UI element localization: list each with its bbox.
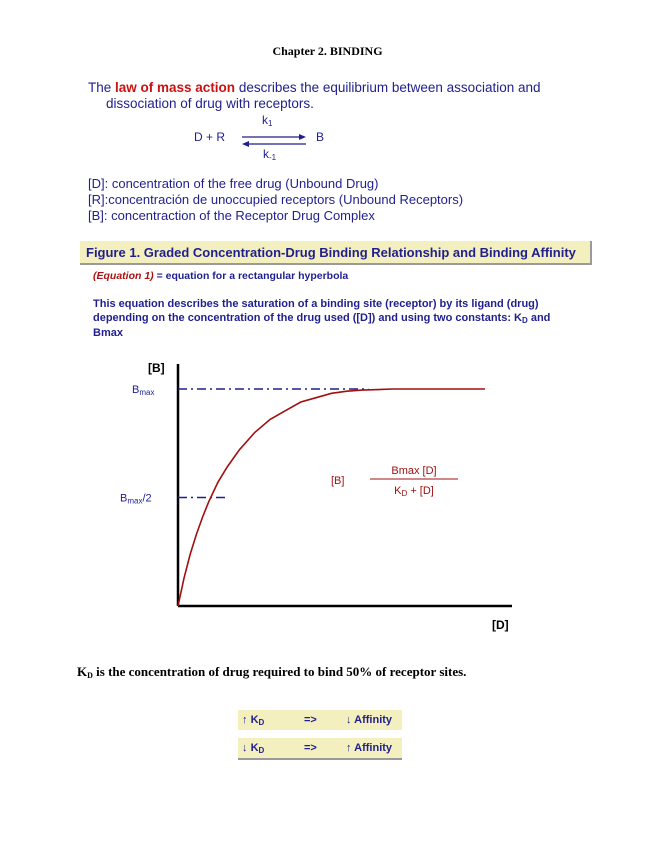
affinity-row-decrease xyxy=(238,734,402,759)
binding-formula xyxy=(331,465,458,498)
k-reverse-label: $k_{-1}$ xyxy=(263,147,277,162)
definition-d: [D]: concentration of the free drug (Unbound Drug) xyxy=(88,176,379,191)
definition-b: [B]: concentraction of the Receptor Drug Complex xyxy=(88,208,375,223)
implies-cell: => xyxy=(300,710,342,734)
formula-numerator: Bmax [D] xyxy=(391,465,437,477)
law-of-mass-action-highlight: law of mass action xyxy=(115,80,236,95)
equation-right: B xyxy=(316,130,325,144)
kd-statement: $K_D$ is the concentration of drug required to bind 50% of receptor sites. xyxy=(77,664,467,680)
intro-rest: describes the equilibrium between association and xyxy=(235,80,541,95)
intro-line-2: dissociation of drug with receptors. xyxy=(106,96,314,111)
affinity-table xyxy=(238,710,402,760)
equation-note-text: = equation for a rectangular hyperbola xyxy=(153,270,349,282)
figure-title: Figure 1. Graded Concentration-Drug Binding Relationship and Binding Affinity xyxy=(80,241,592,265)
y-axis-label: [B] xyxy=(148,361,165,375)
figure-description: This equation describes the saturation of a binding site (receptor) by its ligand (drug) depending on the concentration of the drug used ([D]) and using two constants: $K_D$ and Bmax xyxy=(93,298,551,339)
x-axis-label: [D] xyxy=(492,618,509,632)
intro-prefix: The xyxy=(88,80,116,95)
equation-label: (Equation 1) xyxy=(93,270,154,282)
guide-label-1: Bmax/2 xyxy=(120,492,152,506)
formula-denominator: KD + [D] xyxy=(394,485,434,498)
kd-decrease-cell: ↓ $K_D$ xyxy=(238,734,300,759)
affinity-increase-cell: ↑ Affinity xyxy=(342,734,402,759)
implies-cell: => xyxy=(300,734,342,759)
chapter-title: Chapter 2. BINDING xyxy=(272,44,383,58)
k-forward-label: $k_1$ xyxy=(262,113,273,128)
guide-label-0: Bmax xyxy=(132,384,155,397)
equation-left: D + R xyxy=(194,130,226,144)
affinity-decrease-cell: ↓ Affinity xyxy=(342,710,402,734)
affinity-row-increase xyxy=(238,710,402,734)
formula-lhs: [B] xyxy=(331,475,345,487)
definition-r: [R]:concentración de unoccupied receptors (Unbound Receptors) xyxy=(88,192,464,207)
kd-increase-cell: ↑ $K_D$ xyxy=(238,710,300,734)
